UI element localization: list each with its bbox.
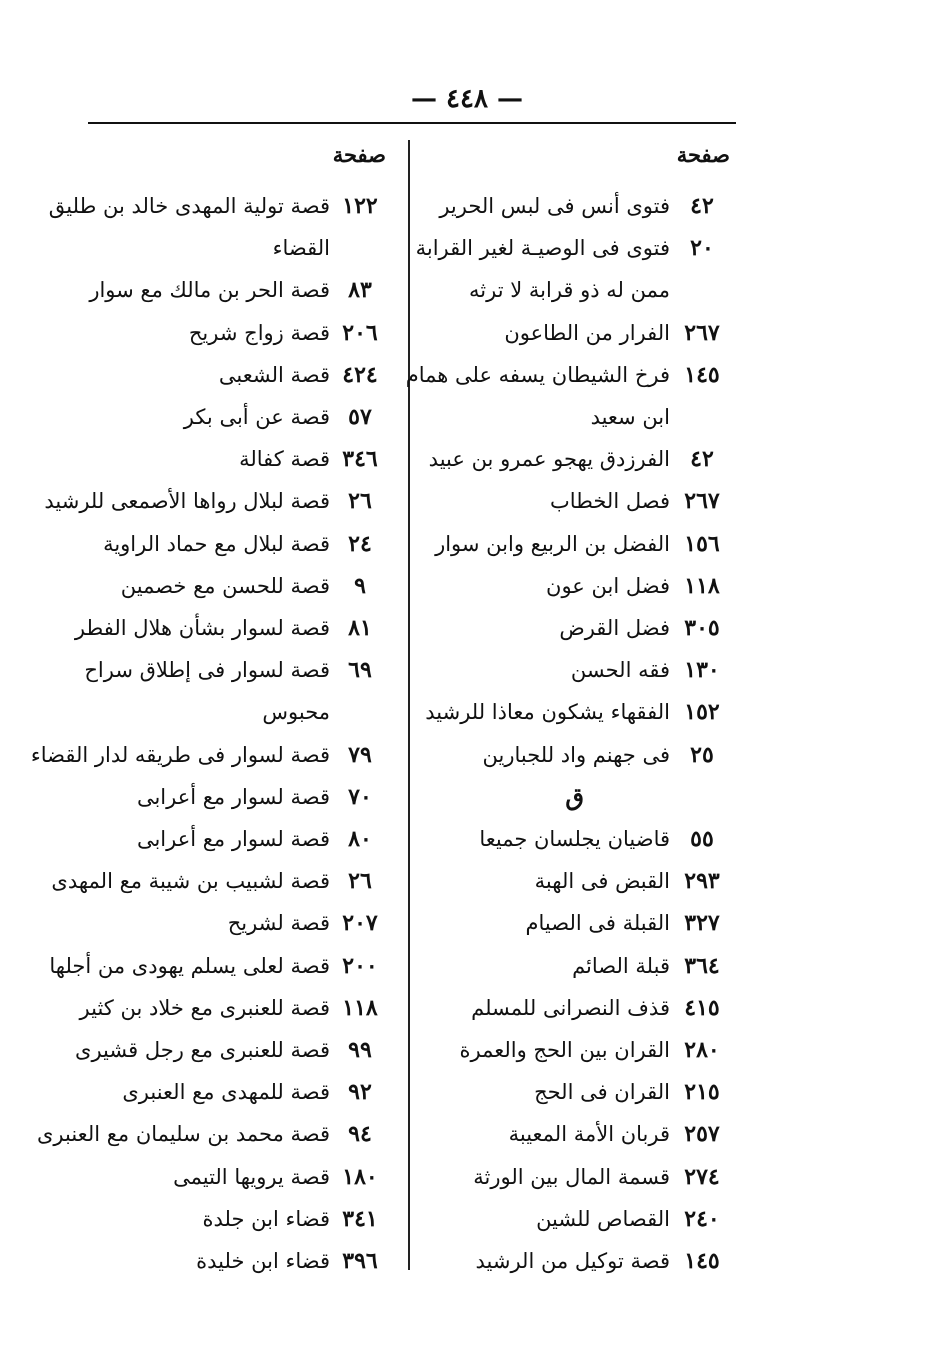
entry-page-number: ١٢٢ <box>342 193 378 219</box>
index-entry <box>88 903 386 943</box>
index-entry <box>88 819 386 859</box>
entry-title: قصة لسوار مع أعرابى <box>136 784 330 809</box>
entry-title: قصة لشبيب بن شيبة مع المهدى <box>51 869 330 894</box>
index-entry <box>36 1114 386 1154</box>
entry-title: قصة الشعبى <box>218 362 330 387</box>
entry-title: قصة لعلى يسلم يهودى من أجلها <box>49 953 330 978</box>
entry-page-number: ٣٦٤ <box>684 952 720 979</box>
entry-page-number: ١٤٥ <box>684 361 720 388</box>
index-entry <box>51 861 386 901</box>
index-entry <box>410 524 730 564</box>
entry-page-number: ٣٢٧ <box>684 910 720 937</box>
entry-title: فتوى فى الوصيـة لغير القرابة <box>415 236 670 261</box>
entry-title: قبلة الصائم <box>572 953 670 978</box>
entry-page-number: ٤١٥ <box>684 994 720 1021</box>
index-entry <box>79 988 386 1028</box>
entry-title: قصة لسوار فى طريقه لدار القضاء <box>30 742 330 767</box>
entry-title: القران فى الحج <box>534 1080 670 1105</box>
index-entry <box>410 313 730 353</box>
entry-title: الفرزدق يهجو عمرو بن عبيد <box>428 447 670 472</box>
entry-page-number: ١١٨ <box>342 994 378 1021</box>
section-letter: ق <box>565 781 584 811</box>
entry-title: القبض فى الهبة <box>534 869 670 894</box>
entry-page-number: ٩٢ <box>348 1079 372 1106</box>
entry-title-continuation: ممن له ذو قرابة لا ترثه <box>469 278 670 303</box>
entry-page-number: ٢٤٠ <box>684 1205 720 1232</box>
page-number: — ٤٤٨ — <box>410 84 524 114</box>
index-entry <box>410 988 730 1028</box>
entry-page-number: ٢٦٧ <box>684 319 720 346</box>
entry-title: قصة لسوار بشأن هلال الفطر <box>74 616 330 640</box>
entry-title: قضاء ابن خليدة <box>196 1249 330 1273</box>
index-entry <box>410 819 730 859</box>
entry-page-number: ٢٩٣ <box>684 868 720 895</box>
entry-page-number: ٢٥٧ <box>684 1121 720 1148</box>
entry-page-number: ٣٤١ <box>342 1205 378 1232</box>
index-entry <box>410 903 730 943</box>
entry-title: فتوى أنس فى لبس الحرير <box>439 194 670 218</box>
entry-page-number: ١٨٠ <box>342 1163 378 1190</box>
index-entry <box>84 650 386 690</box>
entry-page-number: ٧٠ <box>348 783 372 810</box>
entry-title: قصة لشريح <box>227 911 330 936</box>
left-column-page-header: صفحة <box>332 142 386 167</box>
entry-page-number: ٧٩ <box>348 741 372 768</box>
index-entry <box>88 1157 386 1197</box>
entry-page-number: ١٣٠ <box>684 657 720 684</box>
entry-title: قصة للمهدى مع العنبرى <box>122 1080 330 1105</box>
entry-page-number: ٣٩٦ <box>342 1248 378 1274</box>
entry-title: قصة زواج شريح <box>188 320 330 345</box>
index-entry <box>410 1114 730 1154</box>
entry-page-number: ٣٠٥ <box>684 615 720 641</box>
entry-title: القران بين الحج والعمرة <box>459 1038 670 1062</box>
entry-title: قسمة المال بين الورثة <box>473 1164 670 1189</box>
entry-page-number: ٤٢٤ <box>342 361 378 388</box>
entry-title: الفقهاء يشكون معاذا للرشيد <box>425 700 670 725</box>
entry-title: قصة توكيل من الرشيد <box>475 1249 670 1273</box>
index-entry <box>410 650 730 690</box>
entry-page-number: ٢٦٧ <box>684 488 720 515</box>
index-entry <box>410 566 730 606</box>
entry-page-number: ٢٤ <box>348 530 372 557</box>
index-entry <box>410 735 730 775</box>
index-entry <box>88 1241 386 1281</box>
index-entry <box>48 186 386 226</box>
index-entry <box>410 1241 730 1281</box>
entry-title-continuation: القضاء <box>272 236 330 261</box>
top-rule <box>88 122 736 124</box>
entry-page-number: ٦٩ <box>348 657 372 684</box>
entry-title: فضل ابن عون <box>546 573 670 598</box>
entry-page-number: ١٥٦ <box>684 530 720 557</box>
entry-title: قاضيان يجلسان جميعا <box>479 827 670 851</box>
entry-page-number: ٢٠٠ <box>342 952 378 979</box>
entry-page-number: ٩٤ <box>348 1121 372 1148</box>
index-entry <box>88 566 386 606</box>
entry-title: قربان الأمة المعيبة <box>508 1122 670 1147</box>
entry-title: قصة لبلال مع حماد الراوية <box>103 531 330 556</box>
entry-title: قصة لبلال رواها الأصمعى للرشيد <box>44 489 330 514</box>
entry-title: فى جهنم واد للجبارين <box>482 742 670 767</box>
entry-title: فضل القرض <box>559 616 670 640</box>
entry-page-number: ١٥٢ <box>684 699 720 726</box>
entry-page-number: ٢٥ <box>690 741 714 768</box>
entry-title: قصة للعنبرى مع رجل قشيرى <box>75 1038 330 1062</box>
index-entry <box>75 1030 386 1070</box>
entry-title: قصة للعنبرى مع خلاد بن كثير <box>79 995 330 1020</box>
index-entry <box>88 1199 386 1239</box>
index-entry <box>88 355 386 395</box>
index-entry <box>410 608 730 648</box>
entry-title: قصة لسوار فى إطلاق سراح <box>84 658 330 683</box>
index-entry <box>88 397 386 437</box>
entry-page-number: ١٤٥ <box>684 1248 720 1274</box>
entry-title: قصة لسوار مع أعرابى <box>136 827 330 851</box>
index-entry <box>74 608 386 648</box>
entry-page-number: ٩٩ <box>348 1037 372 1063</box>
entry-title-continuation: محبوس <box>262 700 330 725</box>
entry-title: قصة يرويها التيمى <box>173 1164 330 1189</box>
entry-page-number: ٢٦ <box>348 488 372 515</box>
entry-title: قصة الحر بن مالك مع سوار <box>89 278 330 303</box>
index-entry <box>88 270 386 310</box>
entry-title: قصة عن أبى بكر <box>183 405 330 429</box>
entry-page-number: ٥٥ <box>690 826 714 852</box>
entry-title: قصة للحسن مع خصمين <box>120 573 330 598</box>
index-entry <box>49 946 386 986</box>
entry-page-number: ٣٤٦ <box>342 446 378 473</box>
entry-page-number: ٢٠٧ <box>342 910 378 937</box>
index-entry <box>410 1157 730 1197</box>
entry-page-number: ٨١ <box>348 615 372 641</box>
entry-page-number: ٤٢ <box>690 193 714 219</box>
entry-page-number: ٢١٥ <box>684 1079 720 1106</box>
index-entry <box>88 777 386 817</box>
index-entry <box>44 481 386 521</box>
entry-title: القبلة فى الصيام <box>525 911 670 936</box>
index-entry <box>410 1199 730 1239</box>
entry-title: قصة محمد بن سليمان مع العنبرى <box>36 1122 330 1147</box>
entry-page-number: ٤٢ <box>690 446 714 473</box>
index-entry <box>88 439 386 479</box>
right-column-page-header: صفحة <box>676 142 730 167</box>
entry-page-number: ٨٠ <box>348 826 372 852</box>
entry-title: قذف النصرانى للمسلم <box>471 995 670 1020</box>
index-entry <box>30 735 386 775</box>
entry-page-number: ٢٠ <box>690 235 714 262</box>
entry-title: الفضل بن الربيع وابن سوار <box>435 531 670 556</box>
entry-title: قصة كفالة <box>239 447 330 472</box>
index-entry <box>410 946 730 986</box>
index-entry <box>405 355 730 395</box>
index-entry <box>88 524 386 564</box>
entry-title: القصاص للشين <box>536 1206 670 1231</box>
index-entry <box>410 1030 730 1070</box>
entry-page-number: ٢٧٤ <box>684 1163 720 1190</box>
index-entry <box>410 481 730 521</box>
index-entry <box>410 692 730 732</box>
entry-title: الفرار من الطاعون <box>504 320 670 345</box>
index-entry <box>410 861 730 901</box>
index-entry <box>410 1072 730 1112</box>
entry-title-continuation: ابن سعيد <box>590 405 670 429</box>
index-entry <box>410 439 730 479</box>
entry-page-number: ٢٦ <box>348 868 372 895</box>
entry-page-number: ٩ <box>354 572 366 599</box>
entry-page-number: ٢٨٠ <box>684 1037 720 1063</box>
entry-page-number: ١١٨ <box>684 572 720 599</box>
entry-title: قصة تولية المهدى خالد بن طليق <box>48 194 330 218</box>
index-entry <box>410 228 730 268</box>
entry-page-number: ٢٠٦ <box>342 319 378 346</box>
entry-title: قضاء ابن جلدة <box>202 1206 330 1231</box>
entry-title: فقه الحسن <box>570 658 670 683</box>
entry-page-number: ٥٧ <box>348 404 372 430</box>
entry-page-number: ٨٣ <box>348 277 372 304</box>
index-entry <box>410 186 730 226</box>
index-entry <box>88 313 386 353</box>
entry-title: فصل الخطاب <box>549 489 670 514</box>
entry-title: فرخ الشيطان يسفه على همام <box>405 362 670 387</box>
index-entry <box>88 1072 386 1112</box>
